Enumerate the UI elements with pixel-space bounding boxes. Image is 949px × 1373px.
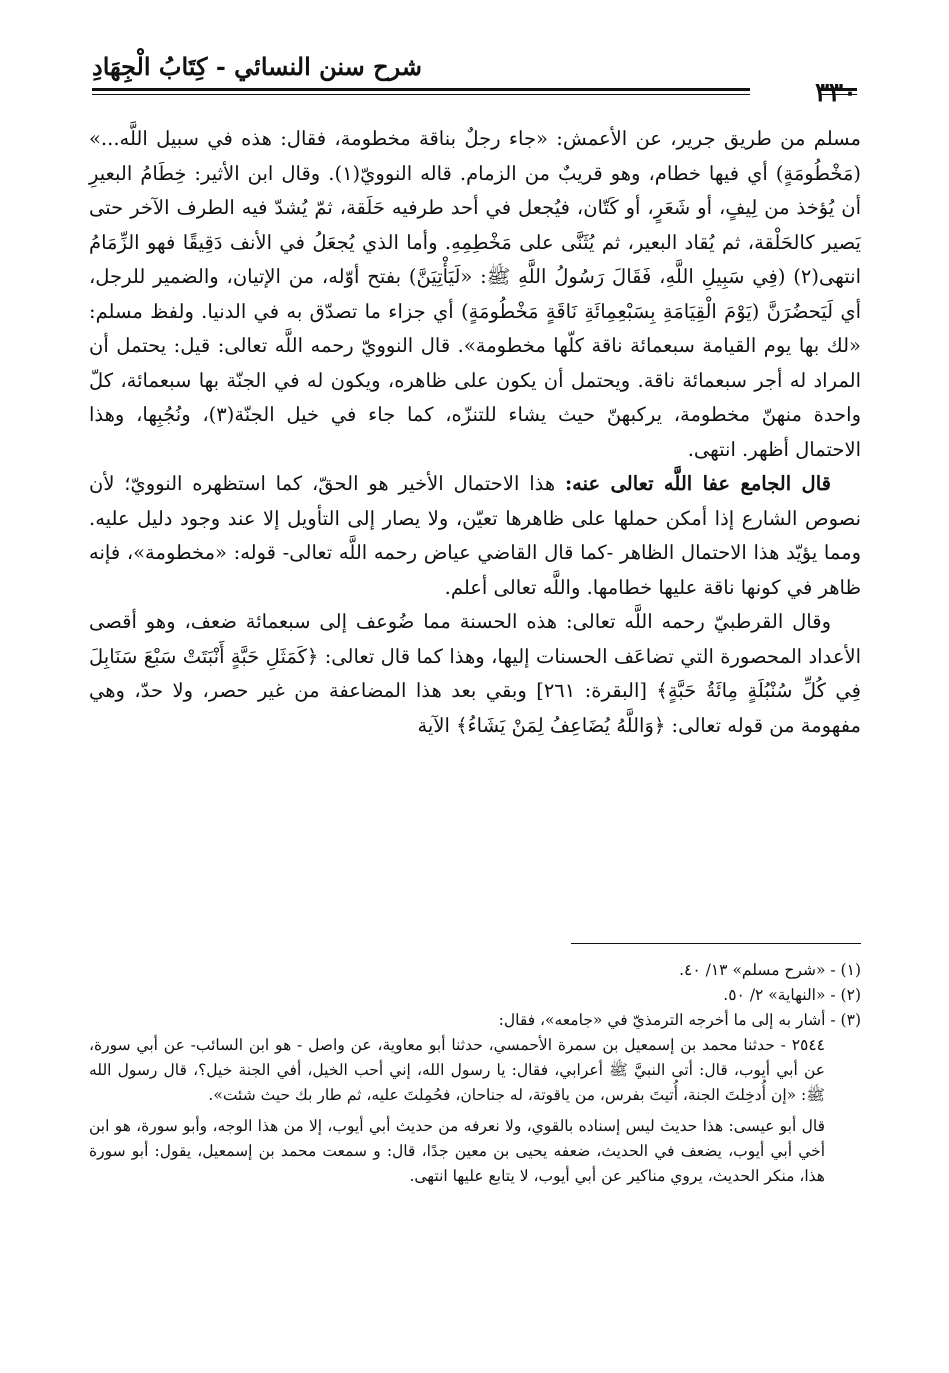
speaker-label: قال الجامع عفا اللَّه تعالى عنه: (564, 472, 831, 495)
footnote: (٢) - «النهاية» ٢/ ٥٠. (723, 986, 861, 1004)
footnotes (89, 958, 861, 1189)
paragraph (89, 467, 861, 605)
paragraph: مسلم من طريق جرير، عن الأعمش: «جاء رجلٌ بناقة مخطومة، فقال: هذه في سبيل اللَّه...» (مَخْطُومَةٍ) أي فيها خطام، وهو قريبٌ من الزمام. قاله النوويّ(١). وقال ابن الأثير: خِطَامُ البعيرِ أن يُؤخذ من لِيفٍ، أو شَعَرٍ، أو كَتّان، فيُجعل في أحد طرفيه حَلَقة، ثمّ يُشدّ فيه الطرف الآخر حتى يَصير كالحَلْقة، ثم يُقاد البعير، ثم يُثَنَّى على مَخْطِمِهِ. وأما الذي يُجعَلُ في الأنف دَقِيقًا فهو الزِّمَامُ انتهى(٢) (فِي سَبِيلِ اللَّهِ، فَقَالَ رَسُولُ اللَّهِ ﷺ: «لَيَأْتِيَنَّ) بفتح أوّله، من الإتيان، والضمير للرجل، أي لَيَحضُرَنَّ (يَوْمَ الْقِيَامَةِ بِسَبْعِمِائَةِ نَاقَةٍ مَخْطُومَةٍ) أي جزاء ما تصدّق به في الدنيا. ولفظ مسلم: «لك بها يوم القيامة سبعمائة ناقة كلّها مخطومة». قال النوويّ رحمه اللَّه تعالى: قيل: يحتمل أن المراد له أجر سبعمائة ناقة. ويحتمل أن يكون على ظاهره، ويكون له في الجنّة بها سبعمائة، كلّ واحدة منهنّ مخطومة، يركبهنّ حيث يشاء للتنزّه، كما جاء في خيل الجنّة(٣)، ونُجُبِها، وهذا الاحتمال أظهر. انتهى. (89, 127, 862, 461)
header-rule (92, 88, 750, 91)
footnote: (٣) - أشار به إلى ما أخرجه الترمذيّ في «جامعه»، فقال: (498, 1011, 861, 1029)
header-rule (821, 94, 857, 95)
running-title: شرح سنن النسائي - كِتَابُ الْجِهَادِ (92, 52, 422, 81)
header-rule (821, 88, 857, 91)
paragraph-text: قال الجامع عفا اللَّه تعالى عنه: هذا الاحتمال الأخير هو الحقّ، كما استظهره النوويّ؛ لأن نصوص الشارع إذا أمكن حملها على ظاهرها تعيّن، ولا يصار إلى التأويل إلا عند وجود دليل عليه. ومما يؤيّد هذا الاحتمال الظاهر -كما قال القاضي عياض رحمه اللَّه تعالى- قوله: «مخطومة»، فإنه ظاهر في كونها ناقة عليها خطامها. واللَّه تعالى أعلم. (89, 472, 861, 599)
page-header (92, 52, 857, 108)
paragraph: وقال القرطبيّ رحمه اللَّه تعالى: هذه الحسنة مما ضُوعف إلى سبعمائة ضعف، وهو أقصى الأعداد المحصورة التي تضاعَف الحسنات إليها، وهذا كما قال تعالى: ﴿كَمَثَلِ حَبَّةٍ أَنْبَتَتْ سَبْعَ سَنَابِلَ فِي كُلِّ سُنْبُلَةٍ مِائَةُ حَبَّةٍ﴾ [البقرة: ٢٦١] وبقي بعد هذا المضاعفة من غير حصر، ولا حدّ، وهي مفهومة من قوله تعالى: ﴿وَاللَّهُ يُضَاعِفُ لِمَنْ يَشَاءُ﴾ الآية (89, 610, 861, 737)
header-rule (92, 94, 750, 95)
footnote: (١) - «شرح مسلم» ١٣/ ٤٠. (679, 961, 861, 979)
footnote-divider (571, 943, 861, 944)
footnote-comment: قال أبو عيسى: هذا حديث ليس إسناده بالقوي، ولا نعرفه من حديث أبي أيوب، إلا من هذا الوجه، وأبو سورة، هو ابن أخي أبي أيوب، يضعف في الحديث، ضعفه يحيى بن معين جدًا، قال: و سمعت محمد بن إسمعيل، يقول: أبو سورة هذا، منكر الحديث، يروي مناكير عن أبي أيوب، لا يتابع عليها انتهى. (89, 1117, 825, 1185)
page-number: ٣٣٠ (815, 78, 857, 108)
main-text (89, 122, 861, 743)
footnote-quote: ٢٥٤٤ - حدثنا محمد بن إسمعيل بن سمرة الأحمسي، حدثنا أبو معاوية، عن واصل - هو ابن السائب- عن أبي سورة، عن أبي أيوب، قال: أتى النبيَّ ﷺ أعرابي، فقال: يا رسول الله، إني أحب الخيل، أفي الجنة خيل؟، قال رسول الله ﷺ: «إن أُدخِلتَ الجنة، أُتيتَ بفرس، من ياقوتة، له جناحان، فحُمِلتَ عليه، ثم طار بك حيث شئت». (89, 1036, 825, 1104)
